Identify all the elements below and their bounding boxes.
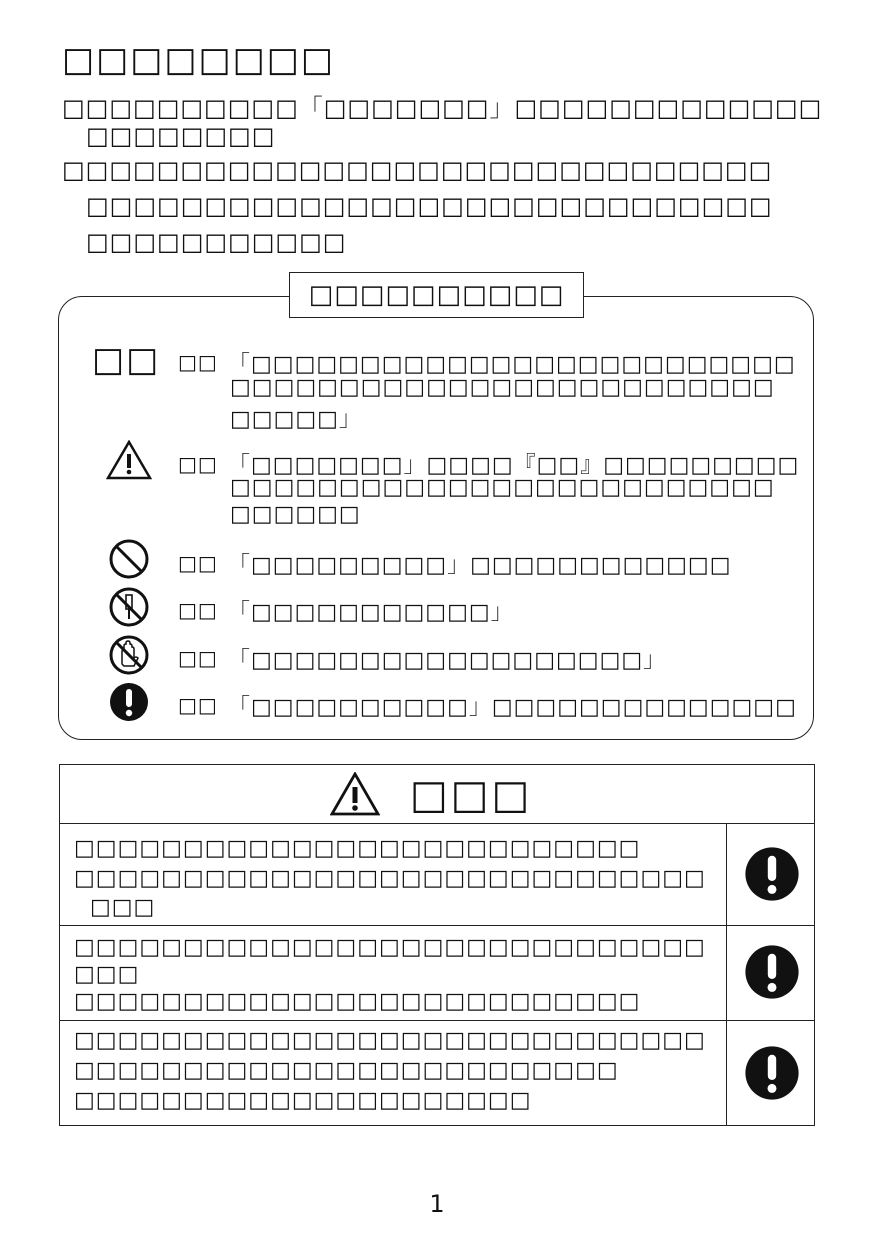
- divider: [59, 925, 815, 926]
- warning-triangle-icon: [330, 772, 380, 816]
- prohibition-icon: [108, 538, 150, 580]
- legend-row-2-line-2: □□□□□□□□□□□□□□□□□□□□□□□□□: [230, 475, 775, 500]
- legend-row-3-line-1: 「□□□□□□□□□」□□□□□□□□□□□□: [228, 553, 732, 578]
- legend-row-2-line-3: □□□□□□: [230, 502, 361, 527]
- legend-row-5-line-1: 「□□□□□□□□□□□□□□□□□□」: [228, 648, 667, 673]
- legend-row-4-line-1: 「□□□□□□□□□□□」: [228, 600, 514, 625]
- no-touch-icon: [108, 634, 150, 676]
- divider: [59, 1020, 815, 1021]
- mandatory-action-icon: [744, 846, 800, 902]
- caution-row-3-line-1: □□□□□□□□□□□□□□□□□□□□□□□□□□□□□: [74, 1028, 706, 1053]
- legend-row-1-line-2: □□□□□□□□□□□□□□□□□□□□□□□□□: [230, 375, 775, 400]
- mandatory-action-icon: [109, 682, 149, 722]
- legend-row-label: □□: [178, 551, 218, 575]
- caution-row-1-line-1: □□□□□□□□□□□□□□□□□□□□□□□□□□: [74, 836, 641, 861]
- legend-row-1-line-1: 「□□□□□□□□□□□□□□□□□□□□□□□□□: [228, 352, 796, 377]
- caution-row-2-line-1: □□□□□□□□□□□□□□□□□□□□□□□□□□□□□: [74, 935, 706, 960]
- intro-paragraph-2-line-2: □□□□□□□□□□□□□□□□□□□□□□□□□□□□□: [86, 192, 773, 220]
- intro-paragraph-1-line-1: □□□□□□□□□□「□□□□□□□」□□□□□□□□□□□□□: [62, 94, 823, 122]
- warning-triangle-icon: [106, 440, 152, 480]
- caution-row-1-line-3: □□□: [74, 895, 156, 920]
- caution-header: □□□: [410, 772, 533, 818]
- mandatory-action-icon: [744, 1045, 800, 1101]
- legend-row-2-line-1: 「□□□□□□□」□□□□『□□』□□□□□□□□□: [228, 453, 800, 478]
- legend-row-label: □□: [178, 598, 218, 622]
- legend-row-label: □□: [178, 693, 218, 717]
- legend-row-label: □□: [178, 646, 218, 670]
- intro-paragraph-2-line-1: □□□□□□□□□□□□□□□□□□□□□□□□□□□□□□: [62, 156, 773, 184]
- caution-row-3-line-3: □□□□□□□□□□□□□□□□□□□□□: [74, 1088, 532, 1113]
- no-disassembly-icon: [108, 586, 150, 628]
- signal-word-box: □□: [92, 340, 161, 380]
- intro-paragraph-2-line-3: □□□□□□□□□□□: [86, 228, 347, 256]
- caution-row-2-line-3: □□□□□□□□□□□□□□□□□□□□□□□□□□: [74, 989, 641, 1014]
- page-number: 1: [429, 1190, 445, 1218]
- caution-row-1-line-2: □□□□□□□□□□□□□□□□□□□□□□□□□□□□□: [74, 866, 706, 891]
- legend-row-label: □□: [178, 350, 218, 374]
- legend-row-6-line-1: 「□□□□□□□□□□」□□□□□□□□□□□□□□: [228, 695, 797, 720]
- divider: [59, 823, 815, 824]
- mandatory-action-icon: [744, 944, 800, 1000]
- intro-paragraph-1-line-2: □□□□□□□□: [86, 122, 276, 150]
- caution-row-3-line-2: □□□□□□□□□□□□□□□□□□□□□□□□□: [74, 1058, 619, 1083]
- legend-row-label: □□: [178, 452, 218, 476]
- divider: [726, 823, 727, 1125]
- symbol-legend-title: □□□□□□□□□□: [289, 272, 584, 318]
- caution-row-2-line-2: □□□: [74, 962, 140, 987]
- legend-row-1-line-3: □□□□□」: [230, 407, 362, 432]
- page-title: □□□□□□□□: [62, 40, 335, 80]
